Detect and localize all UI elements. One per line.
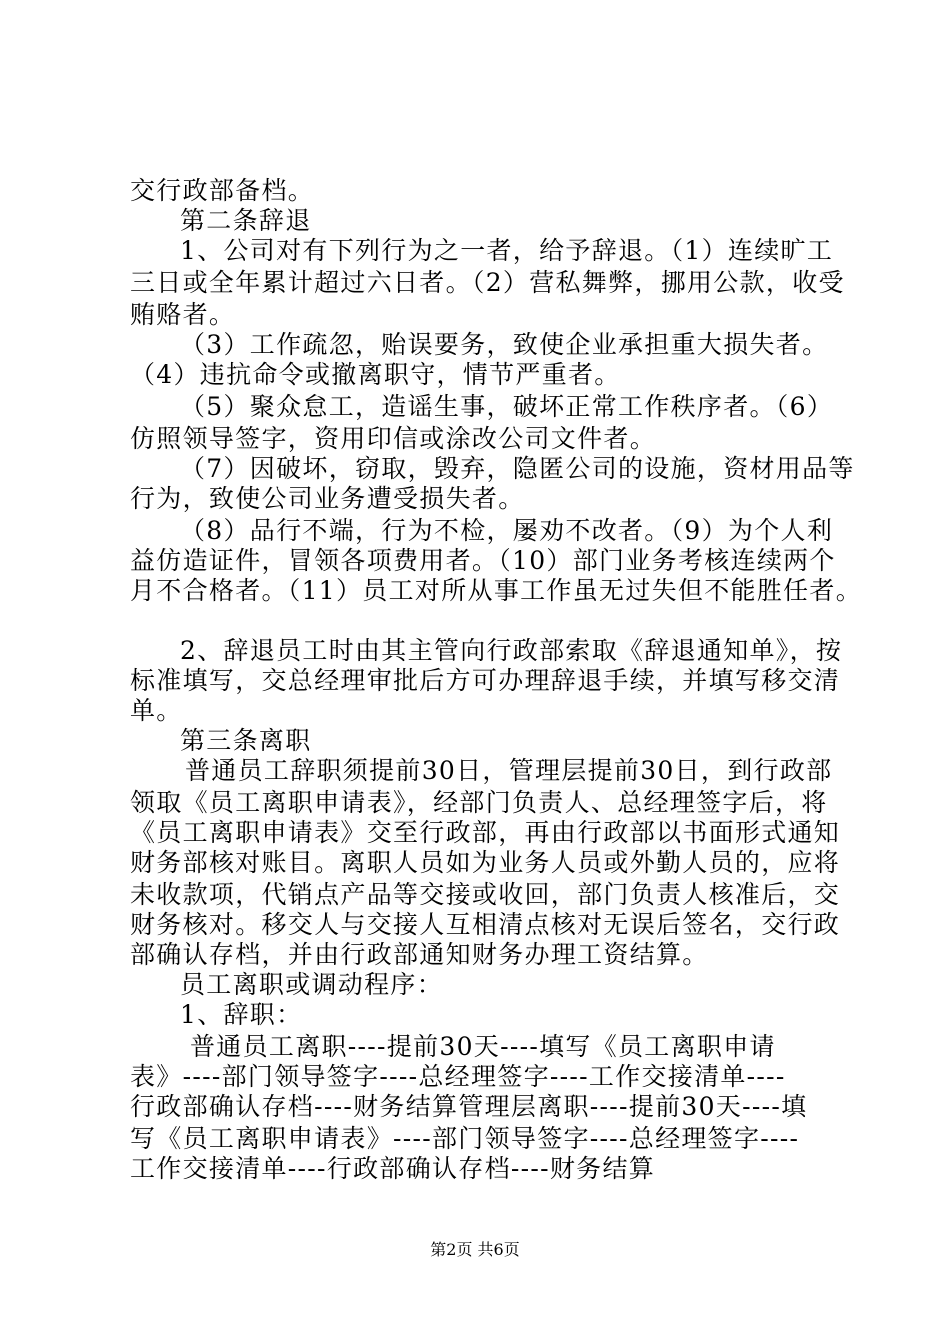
text-line: 单。 xyxy=(130,696,183,725)
text-line: 行为，致使公司业务遭受损失者。 xyxy=(130,484,525,513)
text-line: 写《员工离职申请表》----部门领导签字----总经理签字---- xyxy=(130,1124,800,1153)
text-line: 贿赂者。 xyxy=(130,300,236,329)
text-line: 《员工离职申请表》交至行政部，再由行政部以书面形式通知 xyxy=(130,818,841,847)
section-heading: 第三条离职 xyxy=(180,726,312,755)
text-line: 员工离职或调动程序： xyxy=(180,970,444,999)
text-line: 领取《员工离职申请表》，经部门负责人、总经理签字后，将 xyxy=(130,788,828,817)
text-line: 工作交接清单----行政部确认存档----财务结算 xyxy=(130,1154,656,1183)
text-line: 益仿造证件，冒领各项费用者。（10）部门业务考核连续两个 xyxy=(130,546,836,575)
text-line: 普通员工离职----提前30天----填写《员工离职申请 xyxy=(190,1032,776,1061)
text-line: 1、公司对有下列行为之一者，给予辞退。（1）连续旷工 xyxy=(180,236,834,265)
text-line: 1、辞职： xyxy=(180,1000,303,1029)
text-line: 2、辞退员工时由其主管向行政部索取《辞退通知单》，按 xyxy=(180,636,843,665)
text-line: （5）聚众怠工，造谣生事，破坏正常工作秩序者。（6） xyxy=(180,392,834,421)
text-line: 表》----部门领导签字----总经理签字----工作交接清单---- xyxy=(130,1062,786,1091)
text-line: （4）违抗命令或撤离职守，情节严重者。 xyxy=(130,360,621,389)
text-line: 标准填写，交总经理审批后方可办理辞退手续，并填写移交清 xyxy=(130,666,841,695)
text-line: 普通员工辞职须提前30日，管理层提前30日，到行政部 xyxy=(185,756,833,785)
text-line: （7）因破坏，窃取，毁弃，隐匿公司的设施，资材用品等 xyxy=(180,454,855,483)
text-line: 财务部核对账目。离职人员如为业务人员或外勤人员的，应将 xyxy=(130,848,841,877)
text-line: 行政部确认存档----财务结算管理层离职----提前30天----填 xyxy=(130,1092,808,1121)
text-line: 三日或全年累计超过六日者。（2）营私舞弊，挪用公款，收受 xyxy=(130,268,845,297)
text-line: （3）工作疏忽，贻误要务，致使企业承担重大损失者。 xyxy=(180,330,829,359)
text-line: 仿照领导签字，资用印信或涂改公司文件者。 xyxy=(130,424,657,453)
page-number-footer: 第2页 共6页 xyxy=(430,1240,520,1259)
text-line: 月不合格者。（11）员工对所从事工作虽无过失但不能胜任者。 xyxy=(130,576,863,605)
text-line: （8）品行不端，行为不检，屡劝不改者。（9）为个人利 xyxy=(180,516,834,545)
text-line: 交行政部备档。 xyxy=(130,176,315,205)
text-line: 部确认存档，并由行政部通知财务办理工资结算。 xyxy=(130,940,709,969)
text-line: 财务核对。移交人与交接人互相清点核对无误后签名，交行政 xyxy=(130,910,841,939)
section-heading: 第二条辞退 xyxy=(180,206,312,235)
text-line: 未收款项，代销点产品等交接或收回，部门负责人核准后，交 xyxy=(130,880,841,909)
